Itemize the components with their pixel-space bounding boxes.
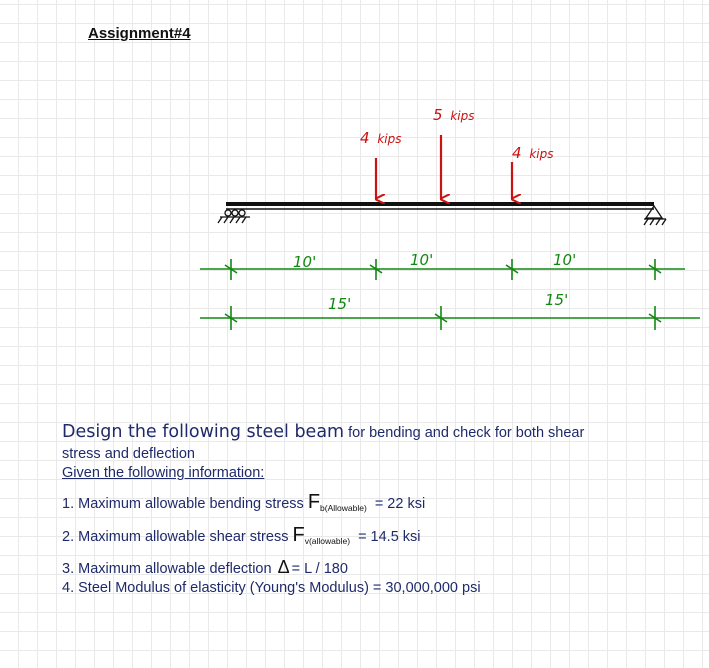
item1-subscript: b(Allowable) [320,503,367,513]
left-support [218,210,250,223]
item3-symbol: Δ [277,557,290,577]
problem-heading [62,422,682,442]
assignment-title: Assignment#4 [88,25,191,42]
load-label-1: 4 kips [360,129,402,147]
item-bending-stress [62,491,682,514]
item1-value: = 22 ksi [374,496,426,512]
span-label-lower-2: 15' [545,291,569,309]
span-labels [293,251,576,313]
problem-statement [62,422,682,596]
item2-prefix: 2. Maximum allowable shear stress [62,529,293,545]
load-label-2: 5 kips [433,106,475,124]
item-shear-stress [62,524,682,547]
load-labels [360,106,553,162]
span-label-lower-1: 15' [328,295,352,313]
item1-symbol: F [307,491,321,513]
item2-value: = 14.5 ksi [358,529,421,545]
item2-subscript: v(allowable) [304,536,351,546]
span-label-upper-2: 10' [410,251,434,269]
upper-dimension-line [200,259,685,280]
heading-large: Design the following steel beam [62,422,345,442]
load-label-3: 4 kips [512,144,554,162]
given-heading: Given the following information: [62,465,265,481]
lower-dimension-line [200,306,700,330]
item-deflection [62,557,682,578]
item2-symbol: F [292,524,305,546]
heading-line2: stress and deflection [62,446,195,462]
item1-prefix: 1. Maximum allowable bending stress [62,496,308,512]
heading-small: for bending and check for both shear [344,425,585,441]
span-label-upper-3: 10' [553,251,577,269]
item3-value: = L / 180 [291,561,348,577]
beam [226,204,654,209]
item-modulus: 4. Steel Modulus of elasticity (Young's Modulus) = 30,000,000 psi [62,580,481,596]
span-label-upper-1: 10' [293,253,317,271]
item3-prefix: 3. Maximum allowable deflection [62,561,276,577]
